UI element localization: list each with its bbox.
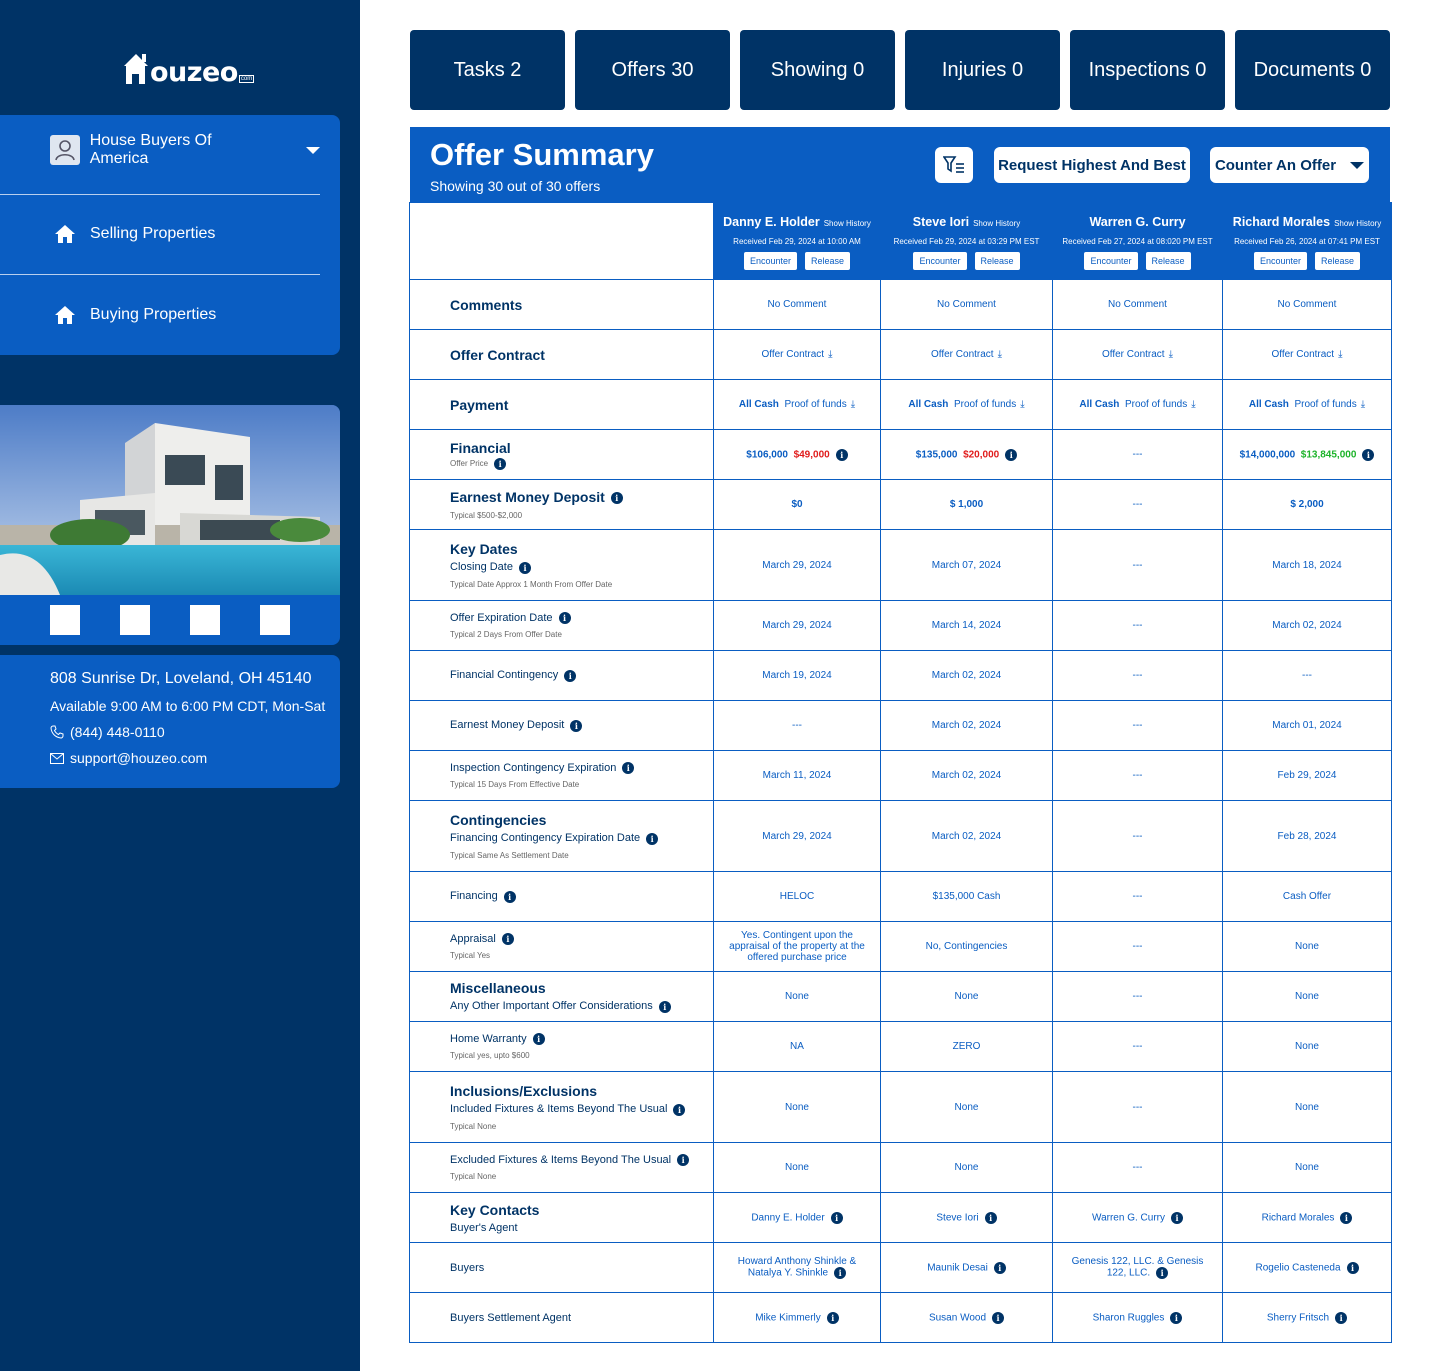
table-cell: No, Contingencies: [881, 922, 1053, 972]
net-amount: $49,000: [793, 449, 830, 461]
show-history-link[interactable]: Show History: [823, 219, 871, 228]
table-cell: None: [881, 1072, 1053, 1143]
contact-name: Steve Iori: [936, 1212, 979, 1224]
table-cell: ---: [1053, 972, 1223, 1022]
agent-name: Susan Wood: [928, 1312, 987, 1324]
table-cell: March 29, 2024: [714, 530, 881, 601]
user-avatar-icon: [50, 135, 80, 165]
table-row-payment: [410, 380, 1392, 430]
info-icon[interactable]: i: [1362, 449, 1374, 461]
buyer-column-header: [714, 203, 881, 280]
info-icon[interactable]: i: [494, 458, 506, 470]
table-row-comments: [410, 280, 1392, 330]
row-label-cell: [410, 280, 714, 330]
offer-price: $135,000: [915, 449, 958, 461]
row-label-cell: [410, 601, 714, 651]
proof-of-funds-link[interactable]: Proof of funds: [953, 399, 1017, 410]
table-cell: [714, 1193, 881, 1243]
counter-offer-label: Counter An Offer: [1214, 156, 1337, 174]
house-logo-icon: [122, 50, 152, 86]
table-cell: [881, 430, 1053, 480]
payment-type: All Cash: [1248, 399, 1289, 410]
buyer-header-row: [410, 203, 1392, 280]
table-cell: $0: [714, 480, 881, 530]
info-icon[interactable]: i: [836, 449, 848, 461]
photo-thumbnail[interactable]: [190, 605, 220, 635]
row-label: Inspection Contingency Expiration: [450, 761, 617, 774]
row-label: Key Contacts: [450, 1201, 540, 1218]
offer-summary-header: [410, 127, 1390, 202]
buyer-column-header: [1053, 203, 1223, 280]
table-cell: $ 1,000: [881, 480, 1053, 530]
divider: [0, 194, 320, 195]
buyer-names: Maunik Desai: [927, 1262, 988, 1274]
row-label: Excluded Fixtures & Items Beyond The Usual: [450, 1153, 672, 1166]
table-cell[interactable]: [881, 330, 1053, 380]
payment-type: All Cash: [1079, 399, 1120, 410]
tab-inspections[interactable]: Inspections 0: [1070, 30, 1225, 110]
table-cell: ---: [1053, 1022, 1223, 1072]
table-row-miscellaneous: [410, 972, 1392, 1022]
download-icon[interactable]: ⤓: [1338, 349, 1343, 360]
table-cell: [1223, 1193, 1392, 1243]
info-icon[interactable]: i: [502, 933, 514, 945]
row-note: Typical yes, upto $600: [450, 1051, 530, 1061]
table-cell[interactable]: [1223, 330, 1392, 380]
row-label: Financial: [450, 439, 511, 456]
row-note: Typical None: [450, 1121, 497, 1131]
request-highest-best-button[interactable]: Request Highest And Best: [994, 147, 1190, 183]
table-row-financing: [410, 872, 1392, 922]
info-icon[interactable]: i: [985, 1212, 997, 1224]
table-cell: None: [1223, 1022, 1392, 1072]
table-cell: Feb 28, 2024: [1223, 801, 1392, 872]
table-row-inspection: [410, 751, 1392, 801]
logo-text: ouzeo: [150, 57, 238, 88]
table-cell: ---: [1053, 530, 1223, 601]
table-row-key-contacts: [410, 1193, 1392, 1243]
row-label: Earnest Money Deposit: [450, 489, 605, 505]
payment-type: All Cash: [738, 399, 779, 410]
info-icon[interactable]: i: [677, 1154, 689, 1166]
info-icon[interactable]: i: [827, 1312, 839, 1324]
table-cell: March 02, 2024: [881, 701, 1053, 751]
table-cell: March 02, 2024: [1223, 601, 1392, 651]
table-cell: March 02, 2024: [881, 751, 1053, 801]
contact-name: Warren G. Curry: [1092, 1212, 1165, 1224]
table-cell: ---: [1053, 601, 1223, 651]
table-cell: [1053, 1293, 1223, 1343]
buyer-names: Howard Anthony Shinkle & Natalya Y. Shinkle: [737, 1256, 857, 1279]
info-icon[interactable]: i: [994, 1262, 1006, 1274]
proof-of-funds-link[interactable]: Proof of funds: [1294, 399, 1357, 410]
row-label-cell: [410, 1293, 714, 1343]
info-icon[interactable]: i: [659, 1001, 671, 1013]
email-line[interactable]: [50, 750, 207, 766]
row-label: Financial Contingency: [450, 669, 559, 682]
table-cell: ---: [714, 701, 881, 751]
table-row-earnest-money: [410, 480, 1392, 530]
row-label-cell: [410, 651, 714, 701]
table-cell: None: [1223, 972, 1392, 1022]
nav-label: Selling Properties: [90, 225, 216, 242]
table-row-settlement-agent: [410, 1293, 1392, 1343]
download-icon[interactable]: ⤓: [850, 399, 856, 410]
info-icon[interactable]: i: [1171, 1212, 1183, 1224]
download-icon[interactable]: ⤓: [828, 349, 833, 360]
agent-name: Mike Kimmerly: [755, 1312, 821, 1324]
info-icon[interactable]: i: [1156, 1267, 1168, 1279]
proof-of-funds-link[interactable]: Proof of funds: [784, 399, 847, 410]
table-row-inclusions: [410, 1072, 1392, 1143]
page-title: Offer Summary: [430, 137, 654, 172]
availability-hours: Available 9:00 AM to 6:00 PM CDT, Mon-Sat: [50, 698, 326, 714]
offer-count: Showing 30 out of 30 offers: [430, 178, 601, 194]
buyer-name: Danny E. Holder: [723, 215, 820, 229]
row-label: Miscellaneous: [450, 980, 546, 997]
sidebar: [0, 0, 360, 1371]
table-cell: [1223, 430, 1392, 480]
row-sublabel: Closing Date: [450, 561, 513, 574]
row-label: Buyers Settlement Agent: [450, 1311, 572, 1324]
download-icon[interactable]: ⤓: [1360, 399, 1366, 410]
table-cell: March 19, 2024: [714, 651, 881, 701]
row-label: Offer Contract: [450, 346, 545, 363]
table-cell: ---: [1053, 872, 1223, 922]
table-cell: [714, 430, 881, 480]
info-icon[interactable]: i: [992, 1312, 1004, 1324]
tab-tasks[interactable]: Tasks 2: [410, 30, 565, 110]
home-icon: [54, 305, 76, 325]
info-icon[interactable]: i: [834, 1267, 846, 1279]
offer-contract-link[interactable]: Offer Contract: [930, 349, 994, 360]
buyer-name: Richard Morales: [1232, 215, 1331, 229]
row-note: Typical 2 Days From Offer Date: [450, 630, 562, 640]
row-label-cell: [410, 1072, 714, 1143]
row-label: Offer Expiration Date: [450, 611, 553, 624]
nav-label: Buying Properties: [90, 306, 217, 323]
tab-injuries[interactable]: Injuries 0: [905, 30, 1060, 110]
nav-buying-properties[interactable]: [0, 304, 320, 326]
property-photo-card: [0, 405, 340, 645]
table-cell: [881, 1293, 1053, 1343]
table-cell: March 29, 2024: [714, 601, 881, 651]
account-selector[interactable]: [0, 132, 320, 167]
offer-contract-link[interactable]: Offer Contract: [1271, 349, 1335, 360]
agent-name: Sharon Ruggles: [1092, 1312, 1165, 1324]
table-cell: March 11, 2024: [714, 751, 881, 801]
contact-name: Richard Morales: [1261, 1212, 1335, 1224]
row-sublabel: Any Other Important Offer Considerations: [450, 1000, 653, 1013]
table-cell: No Comment: [881, 280, 1053, 330]
row-sublabel: Buyer's Agent: [450, 1221, 518, 1234]
table-cell: None: [881, 972, 1053, 1022]
nav-card: [0, 115, 340, 355]
row-label: Financing: [450, 890, 498, 903]
row-label-cell: [410, 801, 714, 872]
row-sublabel: Offer Price: [450, 458, 489, 468]
row-label-cell: [410, 972, 714, 1022]
table-cell: $135,000 Cash: [881, 872, 1053, 922]
table-cell: [1053, 1193, 1223, 1243]
table-cell: ---: [1053, 1072, 1223, 1143]
download-icon[interactable]: ⤓: [997, 349, 1003, 360]
table-cell: March 18, 2024: [1223, 530, 1392, 601]
contact-name: Danny E. Holder: [751, 1212, 825, 1224]
account-name: House Buyers Of America: [89, 132, 212, 167]
row-note: Typical Same As Settlement Date: [450, 850, 569, 860]
info-icon[interactable]: i: [533, 1033, 545, 1045]
info-icon[interactable]: i: [564, 670, 576, 682]
buyer-names: Genesis 122, LLC. & Genesis 122, LLC.: [1071, 1256, 1204, 1279]
info-icon[interactable]: i: [559, 612, 571, 624]
table-row-financial: [410, 430, 1392, 480]
phone-number: (844) 448-0110: [70, 724, 165, 740]
encounter-button[interactable]: Encounter: [744, 252, 797, 270]
table-cell: [1053, 1243, 1223, 1293]
table-cell: ---: [1053, 701, 1223, 751]
table-cell: [881, 1193, 1053, 1243]
divider: [0, 274, 320, 275]
table-cell: NA: [714, 1022, 881, 1072]
row-label-cell: [410, 530, 714, 601]
buyer-column-header: [1223, 203, 1392, 280]
table-cell: March 01, 2024: [1223, 701, 1392, 751]
table-row-appraisal: [410, 922, 1392, 972]
offer-price: $106,000: [746, 449, 788, 461]
release-button[interactable]: Release: [1315, 252, 1360, 270]
offer-contract-link[interactable]: Offer Contract: [761, 349, 825, 360]
buyer-name: Steve Iori: [912, 215, 970, 229]
table-cell: None: [714, 1072, 881, 1143]
table-cell: [881, 1243, 1053, 1293]
row-label-cell: [410, 1143, 714, 1193]
download-icon[interactable]: ⤓: [1191, 399, 1196, 410]
table-cell: ---: [1053, 922, 1223, 972]
table-cell: [714, 380, 881, 430]
offer-comparison-table: [409, 202, 1392, 1343]
info-icon[interactable]: i: [611, 492, 623, 504]
row-label: Earnest Money Deposit: [450, 719, 565, 732]
info-icon[interactable]: i: [1005, 449, 1017, 461]
row-note: Typical Date Approx 1 Month From Offer Date: [450, 579, 613, 589]
table-cell: None: [881, 1143, 1053, 1193]
download-icon[interactable]: ⤓: [1020, 399, 1025, 410]
encounter-button[interactable]: Encounter: [913, 252, 966, 270]
home-icon: [54, 224, 76, 244]
offer-price: $14,000,000: [1239, 449, 1296, 461]
table-cell: Cash Offer: [1223, 872, 1392, 922]
table-cell: [714, 1293, 881, 1343]
table-cell: [881, 380, 1053, 430]
table-cell: March 02, 2024: [881, 801, 1053, 872]
info-icon[interactable]: i: [622, 762, 634, 774]
show-history-link[interactable]: Show History: [973, 219, 1021, 228]
table-cell: [1223, 380, 1392, 430]
table-row-financial-contingency: [410, 651, 1392, 701]
table-row-key-dates: [410, 530, 1392, 601]
buyer-name: Warren G. Curry: [1089, 215, 1186, 229]
received-date: Received Feb 29, 2024 at 10:00 AM: [733, 237, 861, 246]
info-icon[interactable]: i: [570, 720, 582, 732]
table-cell: ---: [1223, 651, 1392, 701]
table-cell: No Comment: [714, 280, 881, 330]
offer-contract-link[interactable]: Offer Contract: [1101, 349, 1165, 360]
table-cell: ---: [1053, 480, 1223, 530]
row-sublabel: Included Fixtures & Items Beyond The Usual: [450, 1103, 668, 1116]
header-blank: [410, 203, 714, 280]
row-label-cell: [410, 751, 714, 801]
buyer-names: Rogelio Casteneda: [1255, 1262, 1341, 1274]
download-icon[interactable]: ⤓: [1168, 349, 1174, 360]
table-cell: None: [714, 1143, 881, 1193]
row-label-cell: [410, 922, 714, 972]
nav-selling-properties[interactable]: [0, 223, 320, 245]
houzeo-logo[interactable]: [122, 50, 254, 86]
tab-offers[interactable]: Offers 30: [575, 30, 730, 110]
info-icon[interactable]: i: [646, 833, 658, 845]
table-cell: $ 2,000: [1223, 480, 1392, 530]
table-cell: None: [1223, 922, 1392, 972]
phone-icon: [50, 725, 64, 739]
release-button[interactable]: Release: [805, 252, 850, 270]
table-cell: ---: [1053, 1143, 1223, 1193]
table-cell: ---: [1053, 651, 1223, 701]
chevron-down-icon: [1350, 162, 1364, 169]
filter-icon: [943, 155, 965, 175]
proof-of-funds-link[interactable]: Proof of funds: [1124, 399, 1188, 410]
photo-thumbnail[interactable]: [120, 605, 150, 635]
info-icon[interactable]: i: [831, 1212, 843, 1224]
property-address: 808 Sunrise Dr, Loveland, OH 45140: [50, 670, 312, 687]
info-icon[interactable]: i: [519, 562, 531, 574]
row-label-cell: [410, 380, 714, 430]
filter-button[interactable]: [935, 147, 973, 183]
email-address: support@houzeo.com: [70, 750, 208, 766]
info-icon[interactable]: i: [1335, 1312, 1347, 1324]
row-label: Key Dates: [450, 541, 518, 558]
row-note: Typical None: [450, 1172, 497, 1182]
encounter-button[interactable]: Encounter: [1254, 252, 1307, 270]
table-row-offer-expiration: [410, 601, 1392, 651]
info-icon[interactable]: i: [504, 891, 516, 903]
table-cell: ---: [1053, 801, 1223, 872]
mail-icon: [50, 753, 64, 764]
counter-offer-button[interactable]: [1210, 147, 1369, 183]
row-label: Buyers: [450, 1261, 485, 1274]
logo-mark: com: [240, 76, 253, 82]
table-cell: ZERO: [881, 1022, 1053, 1072]
table-cell: ---: [1053, 751, 1223, 801]
table-cell[interactable]: [1053, 330, 1223, 380]
row-label-cell: [410, 1243, 714, 1293]
row-label: Appraisal: [450, 932, 496, 945]
row-label-cell: [410, 701, 714, 751]
row-note: Typical Yes: [450, 951, 491, 961]
row-label-cell: [410, 480, 714, 530]
row-label-cell: [410, 872, 714, 922]
table-cell: [714, 1243, 881, 1293]
table-row-home-warranty: [410, 1022, 1392, 1072]
show-history-link[interactable]: Show History: [1334, 219, 1382, 228]
table-cell: March 29, 2024: [714, 801, 881, 872]
release-button[interactable]: Release: [975, 252, 1020, 270]
table-row-exclusions: [410, 1143, 1392, 1193]
chevron-down-icon[interactable]: [306, 147, 320, 154]
agent-name: Sherry Fritsch: [1266, 1312, 1330, 1324]
table-cell: March 07, 2024: [881, 530, 1053, 601]
received-date: Received Feb 29, 2024 at 03:29 PM EST: [893, 237, 1040, 246]
info-icon[interactable]: i: [1340, 1212, 1352, 1224]
received-date: Received Feb 26, 2024 at 07:41 PM EST: [1234, 237, 1380, 246]
net-amount: $13,845,000: [1300, 449, 1357, 461]
tab-documents[interactable]: Documents 0: [1235, 30, 1390, 110]
table-cell[interactable]: [714, 330, 881, 380]
payment-type: All Cash: [908, 399, 949, 410]
phone-line[interactable]: [50, 724, 165, 740]
photo-thumbnail[interactable]: [260, 605, 290, 635]
table-row-contingencies: [410, 801, 1392, 872]
row-label: Payment: [450, 396, 509, 413]
photo-thumbnail[interactable]: [50, 605, 80, 635]
release-button[interactable]: Release: [1146, 252, 1191, 270]
row-label: Inclusions/Exclusions: [450, 1083, 598, 1100]
table-cell: No Comment: [1223, 280, 1392, 330]
info-icon[interactable]: i: [1347, 1262, 1359, 1274]
buyer-column-header: [881, 203, 1053, 280]
table-cell: None: [1223, 1072, 1392, 1143]
encounter-button[interactable]: Encounter: [1084, 252, 1137, 270]
row-note: Typical 15 Days From Effective Date: [450, 780, 580, 790]
contact-card: [0, 655, 340, 788]
row-label-cell: [410, 330, 714, 380]
table-cell: March 02, 2024: [881, 651, 1053, 701]
received-date: Received Feb 27, 2024 at 08:020 PM EST: [1062, 237, 1213, 246]
net-amount: $20,000: [963, 449, 1000, 461]
table-row-contract: [410, 330, 1392, 380]
table-cell: No Comment: [1053, 280, 1223, 330]
row-label-cell: [410, 1193, 714, 1243]
row-sublabel: Financing Contingency Expiration Date: [450, 832, 641, 845]
info-icon[interactable]: i: [673, 1104, 685, 1116]
table-cell: Feb 29, 2024: [1223, 751, 1392, 801]
row-label: Home Warranty: [450, 1032, 527, 1045]
table-cell: March 14, 2024: [881, 601, 1053, 651]
table-row-buyers: [410, 1243, 1392, 1293]
table-cell: [1223, 1293, 1392, 1343]
row-label-cell: [410, 430, 714, 480]
table-row-emd-date: [410, 701, 1392, 751]
table-cell: None: [1223, 1143, 1392, 1193]
tab-showing[interactable]: Showing 0: [740, 30, 895, 110]
table-cell: [1223, 1243, 1392, 1293]
table-cell: None: [714, 972, 881, 1022]
row-label-cell: [410, 1022, 714, 1072]
row-note: Typical $500-$2,000: [450, 511, 523, 520]
table-cell: ---: [1053, 430, 1223, 480]
table-cell: [1053, 380, 1223, 430]
info-icon[interactable]: i: [1170, 1312, 1182, 1324]
row-label: Comments: [450, 296, 523, 313]
row-label: Contingencies: [450, 812, 547, 829]
table-cell: HELOC: [714, 872, 881, 922]
property-photo[interactable]: [0, 405, 340, 595]
table-cell: Yes. Contingent upon the appraisal of the property at the offered purchase price: [714, 922, 881, 972]
